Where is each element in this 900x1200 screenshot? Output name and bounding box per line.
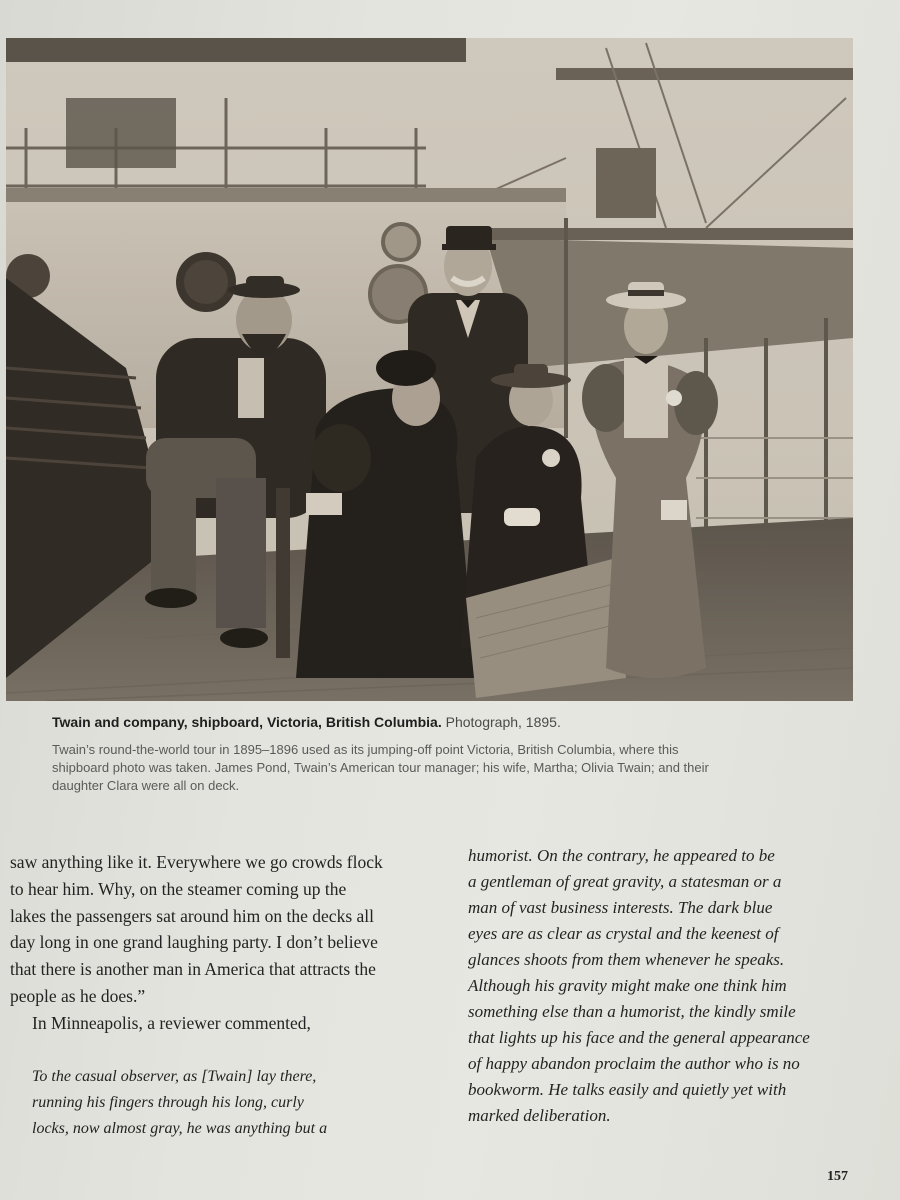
caption-line: shipboard photo was taken. James Pond, Twain’s American tour manager; his wife, Martha; Olivia Twain; and their <box>52 760 709 775</box>
caption-body <box>52 741 812 795</box>
caption-heading <box>52 712 812 732</box>
caption-medium: Photograph, 1895. <box>445 714 561 730</box>
body-paragraph-start: In Minneapolis, a reviewer commented, <box>32 1012 311 1033</box>
left-text-column <box>10 849 440 1037</box>
quote-line: marked deliberation. <box>468 1106 611 1125</box>
quote-line: To the casual observer, as [Twain] lay there, <box>32 1068 317 1085</box>
right-text-column <box>468 843 888 1129</box>
body-line: saw anything like it. Everywhere we go crowds flock <box>10 852 383 872</box>
body-line: day long in one grand laughing party. I don’t believe <box>10 932 378 953</box>
historical-photograph <box>6 38 853 701</box>
block-quote <box>32 1064 412 1142</box>
quote-line: glances shoots from them whenever he speaks. <box>468 950 785 969</box>
body-line: people as he does.” <box>10 985 146 1006</box>
quote-line: something else than a humorist, the kindly smile <box>468 1002 796 1021</box>
photo-caption <box>52 712 812 795</box>
quote-line: a gentleman of great gravity, a statesman or a <box>468 872 782 891</box>
quote-line: eyes are as clear as crystal and the keenest of <box>468 924 779 943</box>
quote-line: man of vast business interests. The dark blue <box>468 898 773 917</box>
quote-line: locks, now almost gray, he was anything but a <box>32 1120 328 1137</box>
caption-line: Twain’s round-the-world tour in 1895–1896 used as its jumping-off point Victoria, British Columbia, where this <box>52 742 679 757</box>
quote-line: Although his gravity might make one think him <box>468 976 787 995</box>
body-line: lakes the passengers sat around him on the decks all <box>10 905 374 926</box>
quote-line: running his fingers through his long, curly <box>32 1094 304 1111</box>
caption-title: Twain and company, shipboard, Victoria, British Columbia. <box>52 714 442 730</box>
body-line: that there is another man in America that attracts the <box>10 959 376 980</box>
body-line: to hear him. Why, on the steamer coming up the <box>10 878 347 899</box>
quote-line: that lights up his face and the general appearance <box>468 1028 810 1047</box>
quote-line: humorist. On the contrary, he appeared to be <box>468 846 775 865</box>
caption-line: daughter Clara were all on deck. <box>52 778 240 793</box>
page-number: 157 <box>827 1169 848 1184</box>
quote-line: bookworm. He talks easily and quietly yet with <box>468 1080 787 1099</box>
quote-line: of happy abandon proclaim the author who is no <box>468 1054 800 1073</box>
